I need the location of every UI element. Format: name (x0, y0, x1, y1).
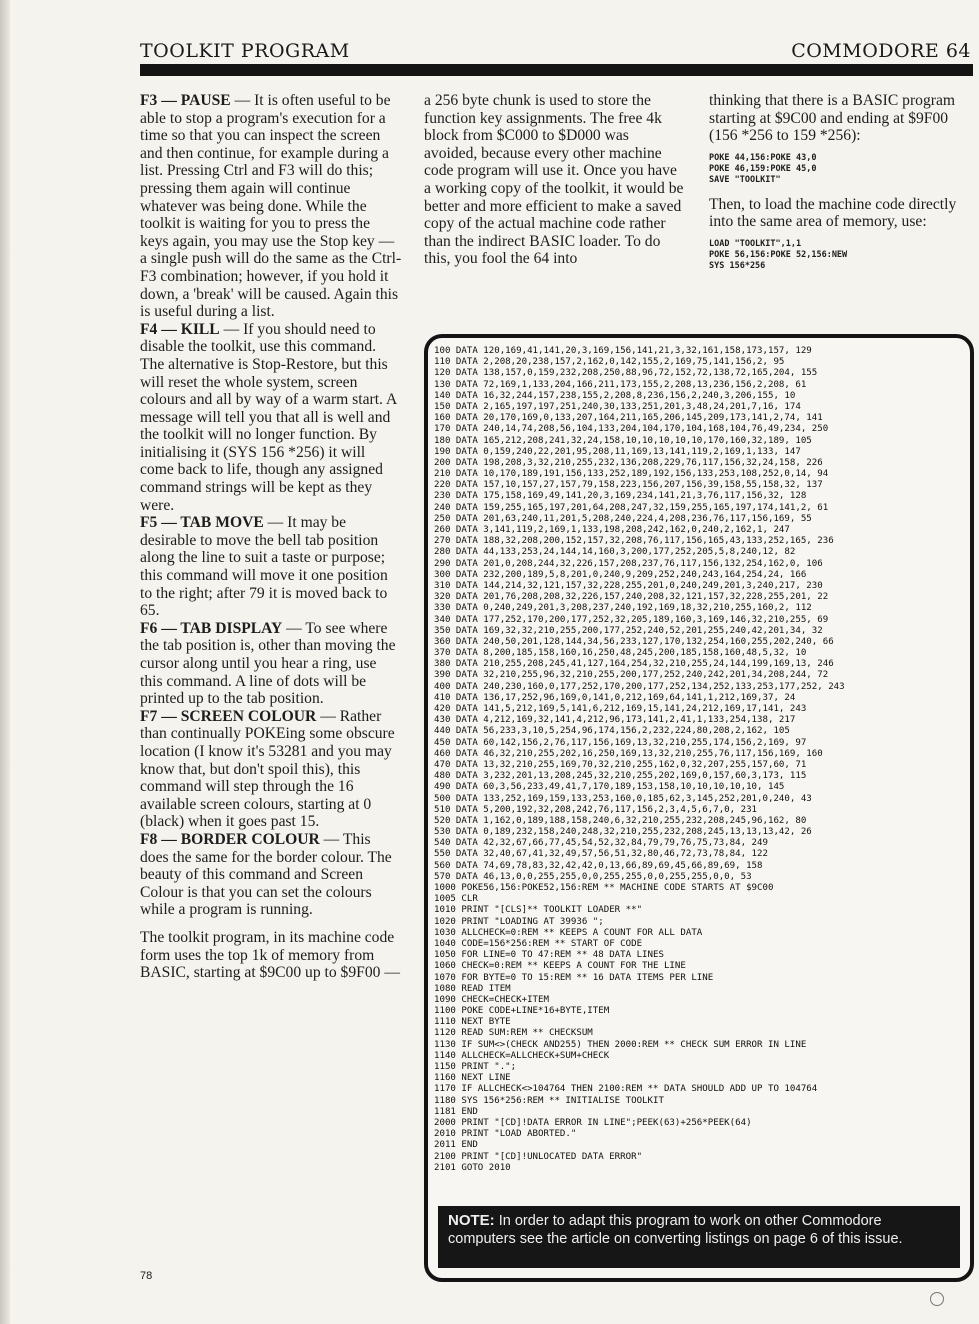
code-line: POKE 46,159:POKE 45,0 (709, 163, 817, 174)
listing-line: 1030 ALLCHECK=0:REM ** KEEPS A COUNT FOR ALL DATA (434, 927, 703, 938)
page-binding-shadow (0, 0, 10, 1324)
listing-line: 1010 PRINT "[CLS]** TOOLKIT LOADER **" (434, 905, 643, 916)
listing-line: 280 DATA 44,133,253,24,144,14,160,3,200,177,252,205,5,8,240,12, 82 (434, 547, 796, 558)
listing-line: 1180 SYS 156*256:REM ** INITIALISE TOOLKIT (434, 1095, 664, 1106)
paragraph-f5 (140, 514, 402, 620)
command-heading: F7 — SCREEN COLOUR (140, 707, 317, 725)
listing-line: 570 DATA 46,13,0,0,255,255,0,0,255,255,0,0,255,255,0,0, 53 (434, 871, 752, 882)
header-rule (140, 64, 973, 76)
listing-line: 100 DATA 120,169,41,141,20,3,169,156,141,21,3,32,161,158,173,157, 129 (434, 346, 812, 356)
paragraph-text: — If you should need to disable the toolkit, use this command. The alternative is Stop-Restore, but this will reset the whole system, screen colours and all by way of a warm start. A message will tell you that all is well and the toolkit will no longer function. By initialising it (SYS 156 *256) it will come back to life, though any assigned command strings will be kept as they were. (140, 320, 397, 514)
code-line: SYS 156*256 (709, 260, 766, 271)
listing-line: 430 DATA 4,212,169,32,141,4,212,96,173,141,2,41,1,133,254,138, 217 (434, 715, 796, 726)
program-listing (434, 346, 964, 1174)
listing-line: 410 DATA 136,17,252,96,169,0,141,0,212,169,64,141,1,212,169,37, 24 (434, 692, 796, 703)
listing-line: 390 DATA 32,210,255,96,32,210,255,200,177,252,240,242,201,34,208,244, 72 (434, 670, 829, 681)
listing-line: 230 DATA 175,158,169,49,141,20,3,169,234,141,21,3,76,117,156,32, 128 (434, 491, 807, 502)
listing-line: 1160 NEXT LINE (434, 1073, 511, 1084)
paragraph-toolkit-memory (140, 929, 402, 982)
paragraph-f6 (140, 620, 402, 708)
note-text: In order to adapt this program to work on other Commodore computers see the article on converting listings on page 6 of this issue. (448, 1213, 903, 1247)
listing-line: 1090 CHECK=CHECK+ITEM (434, 994, 549, 1005)
listing-line: 1170 IF ALLCHECK<>104764 THEN 2100:REM ** DATA SHOULD ADD UP TO 104764 (434, 1084, 818, 1095)
listing-line: 160 DATA 20,170,169,0,133,207,164,211,165,206,145,209,173,141,2,74, 141 (434, 413, 823, 424)
article-column-1 (140, 92, 402, 982)
paragraph-f7 (140, 708, 402, 831)
listing-line: 480 DATA 3,232,201,13,208,245,32,210,255,202,169,0,157,60,3,173, 115 (434, 771, 807, 782)
listing-line: 1080 READ ITEM (434, 983, 511, 994)
listing-line: 130 DATA 72,169,1,133,204,166,211,173,155,2,208,13,236,156,2,208, 61 (434, 379, 807, 390)
listing-line: 500 DATA 133,252,169,159,133,253,160,0,185,62,3,145,252,201,0,240, 43 (434, 793, 812, 804)
listing-line: 240 DATA 159,255,165,197,201,64,208,247,32,159,255,165,197,174,141,2, 61 (434, 502, 829, 513)
listing-line: 110 DATA 2,208,20,238,157,2,162,0,142,155,2,169,75,141,156,2, 95 (434, 357, 785, 368)
listing-line: 420 DATA 141,5,212,169,5,141,6,212,169,15,141,24,212,169,17,141, 243 (434, 704, 807, 714)
listing-line: 320 DATA 201,76,208,208,32,226,157,240,208,32,121,157,32,228,255,201, 22 (434, 592, 829, 603)
listing-line: 2011 END (434, 1140, 478, 1151)
listing-line: 370 DATA 8,200,185,158,160,16,250,48,245,200,185,158,160,48,5,32, 10 (434, 648, 807, 659)
paragraph-text: a 256 byte chunk is used to store the function key assignments. The free 4k block from $C000 to $D000 was avoided, because every other machine code program will use it. Once you have a working copy of the toolkit, it would be better and more efficient to make a saved copy of the actual machine code rather than the indirect BASIC loader. To do this, you fool the 64 into (424, 92, 684, 268)
listing-line: 1005 CLR (434, 894, 478, 905)
load-commands (709, 239, 971, 272)
listing-line: 2000 PRINT "[CD]!DATA ERROR IN LINE";PEEK(63)+256*PEEK(64) (434, 1117, 752, 1128)
header-title-right: COMMODORE 64 (791, 40, 971, 62)
article-column-3 (709, 92, 971, 282)
code-line: LOAD "TOOLKIT",1,1 (709, 238, 802, 249)
paragraph-text: — Rather than continually POKEing some obscure location (I know it's 53281 and you may know that, but don't spoil this), this command will step through the 16 available screen colours, starting at 0 (black) when it goes past 15. (140, 707, 395, 831)
listing-line: 190 DATA 0,159,240,22,201,95,208,11,169,13,141,119,2,169,1,133, 147 (434, 446, 801, 457)
listing-line: 300 DATA 232,200,189,5,8,201,0,240,9,209,252,240,243,164,254,24, 166 (434, 569, 807, 580)
command-heading: F4 — KILL (140, 320, 220, 338)
listing-line: 1020 PRINT "LOADING AT 39936 "; (434, 916, 604, 927)
paragraph-text: — It is often useful to be able to stop a program's execution for a time so that you can inspect the screen and then continue, for example during a list. Pressing Ctrl and F3 will do this; pressing them again will continue whatever was being done. While the toolkit is waiting for you to press the keys again, you may use the Stop key — a single push will do the same as the Ctrl-F3 combination; however, if you hold it down, a 'break' will be caused. Again this is useful during a list. (140, 92, 402, 321)
listing-line: 140 DATA 16,32,244,157,238,155,2,208,8,236,156,2,240,3,206,155, 10 (434, 390, 796, 401)
listing-line: 510 DATA 5,200,192,32,208,242,76,117,156,2,3,4,5,6,7,0, 231 (434, 804, 758, 815)
listing-line: 1181 END (434, 1106, 478, 1117)
listing-line: 270 DATA 188,32,208,200,152,157,32,208,76,117,156,165,43,133,252,165, 236 (434, 536, 834, 547)
listing-line: 310 DATA 144,214,32,121,157,32,228,255,201,0,240,249,201,3,240,217, 230 (434, 580, 823, 591)
listing-line: 1120 READ SUM:REM ** CHECKSUM (434, 1028, 593, 1039)
listing-line: 540 DATA 42,32,67,66,77,45,54,52,32,84,79,79,76,75,73,84, 249 (434, 838, 768, 849)
circle-mark-icon (930, 1292, 944, 1306)
listing-line: 1140 ALLCHECK=ALLCHECK+SUM+CHECK (434, 1050, 610, 1061)
listing-line: 2101 GOTO 2010 (434, 1162, 511, 1173)
listing-line: 1110 NEXT BYTE (434, 1017, 511, 1028)
paragraph-text: — This does the same for the border colour. The beauty of this command and Screen Colour is that you can set the colours while a program is running. (140, 830, 392, 919)
program-listing-box (424, 334, 974, 1282)
listing-line: 490 DATA 60,3,56,233,49,41,7,170,189,153,158,10,10,10,10,10, 145 (434, 782, 785, 793)
listing-line: 450 DATA 60,142,156,2,76,117,156,169,13,32,210,255,174,156,2,169, 97 (434, 737, 807, 748)
listing-line: 380 DATA 210,255,208,245,41,127,164,254,32,210,255,24,144,199,169,13, 246 (434, 659, 834, 670)
paragraph-text: thinking that there is a BASIC program starting at $9C00 and ending at $9F00 (156 *256 to 159 *256): (709, 92, 955, 145)
paragraph-text: Then, to load the machine code directly into the same area of memory, use: (709, 195, 957, 231)
command-heading: F6 — TAB DISPLAY (140, 619, 283, 637)
listing-line: 1040 CODE=156*256:REM ** START OF CODE (434, 938, 643, 949)
listing-line: 330 DATA 0,240,249,201,3,208,237,240,192,169,18,32,210,255,160,2, 112 (434, 603, 812, 614)
paragraph-f3 (140, 92, 402, 321)
listing-line: 260 DATA 3,141,119,2,169,1,133,198,208,242,162,0,240,2,162,1, 247 (434, 525, 790, 535)
header-title-left: TOOLKIT PROGRAM (140, 40, 350, 62)
listing-line: 200 DATA 198,208,3,32,210,255,232,136,208,229,76,117,156,32,24,158, 226 (434, 457, 823, 468)
listing-line: 1100 POKE CODE+LINE*16+BYTE,ITEM (434, 1006, 610, 1017)
listing-line: 1000 POKE56,156:POKE52,156:REM ** MACHINE CODE STARTS AT $9C00 (434, 883, 774, 893)
listing-line: 470 DATA 13,32,210,255,169,70,32,210,255,162,0,32,207,255,157,60, 71 (434, 759, 807, 770)
listing-line: 210 DATA 10,170,189,191,156,133,252,189,192,156,133,253,108,252,0,14, 94 (434, 469, 829, 480)
listing-line: 220 DATA 157,10,157,27,157,79,158,223,156,207,156,39,158,55,158,32, 137 (434, 480, 823, 491)
listing-line: 560 DATA 74,69,78,83,32,42,42,0,13,66,89,69,45,66,89,69, 158 (434, 860, 763, 871)
listing-line: 1150 PRINT "."; (434, 1062, 517, 1072)
command-heading: F5 — TAB MOVE (140, 514, 264, 532)
paragraph-text: — To see where the tab position is, other than moving the cursor along until you hear a ring, use this command. A line of dots will be printed up to the tab position. (140, 619, 396, 708)
listing-line: 1050 FOR LINE=0 TO 47:REM ** 48 DATA LINES (434, 950, 664, 961)
paragraph-text: The toolkit program, in its machine code form uses the top 1k of memory from BASIC, starting at $9C00 up to $9F00 — (140, 928, 400, 982)
listing-line: 340 DATA 177,252,170,200,177,252,32,205,189,160,3,169,146,32,210,255, 69 (434, 614, 829, 625)
listing-line: 180 DATA 165,212,208,241,32,24,158,10,10,10,10,10,170,160,32,189, 105 (434, 435, 812, 446)
listing-line: 150 DATA 2,165,197,197,251,240,30,133,251,201,3,48,24,201,7,16, 174 (434, 401, 801, 412)
listing-line: 460 DATA 46,32,210,255,202,16,250,169,13,32,210,255,76,117,156,169, 160 (434, 748, 823, 759)
code-line: POKE 44,156:POKE 43,0 (709, 152, 817, 163)
listing-line: 1060 CHECK=0:REM ** KEEPS A COUNT FOR THE LINE (434, 961, 686, 972)
listing-line: 550 DATA 32,40,67,41,32,49,57,56,51,32,80,46,72,73,78,84, 122 (434, 849, 768, 860)
listing-line: 350 DATA 169,32,32,210,255,200,177,252,240,52,201,255,240,42,201,34, 32 (434, 625, 823, 636)
listing-line: 170 DATA 240,14,74,208,56,104,133,204,104,170,104,168,104,76,49,234, 250 (434, 424, 829, 435)
note-label: NOTE: (448, 1212, 495, 1229)
listing-line: 120 DATA 138,157,0,159,232,208,250,88,96,72,152,72,138,72,165,204, 155 (434, 368, 818, 379)
save-commands (709, 153, 971, 186)
page-number: 78 (140, 1270, 153, 1282)
paragraph-text: — It may be desirable to move the bell tab position along the line to suit a taste or purpose; this command will move it one position to the right; after 79 it is moved back to 65. (140, 514, 388, 620)
listing-line: 360 DATA 240,50,201,128,144,34,56,233,127,170,132,254,160,255,202,240, 66 (434, 636, 834, 647)
listing-line: 1070 FOR BYTE=0 TO 15:REM ** 16 DATA ITEMS PER LINE (434, 972, 714, 983)
listing-line: 440 DATA 56,233,3,10,5,254,96,174,156,2,232,224,80,208,2,162, 105 (434, 726, 790, 737)
paragraph-f4 (140, 321, 402, 515)
listing-line: 520 DATA 1,162,0,189,188,158,240,6,32,210,255,232,208,245,96,162, 80 (434, 815, 807, 826)
listing-line: 2100 PRINT "[CD]!UNLOCATED DATA ERROR" (434, 1151, 643, 1162)
command-heading: F8 — BORDER COLOUR (140, 830, 320, 848)
code-line: SAVE "TOOLKIT" (709, 174, 781, 185)
listing-line: 2010 PRINT "LOAD ABORTED." (434, 1129, 577, 1140)
listing-line: 530 DATA 0,189,232,158,240,248,32,210,255,232,208,245,13,13,13,42, 26 (434, 827, 812, 838)
paragraph-f8 (140, 831, 402, 919)
listing-line: 290 DATA 201,0,208,244,32,226,157,208,237,76,117,156,132,254,162,0, 106 (434, 558, 823, 569)
listing-line: 1130 IF SUM<>(CHECK AND255) THEN 2000:REM ** CHECK SUM ERROR IN LINE (434, 1039, 807, 1050)
article-column-2 (424, 92, 686, 268)
note-box (438, 1206, 960, 1268)
code-line: POKE 56,156:POKE 52,156:NEW (709, 249, 848, 260)
listing-line: 400 DATA 240,230,160,0,177,252,170,200,177,252,134,252,133,253,177,252, 243 (434, 681, 845, 692)
command-heading: F3 — PAUSE (140, 92, 231, 109)
listing-line: 250 DATA 201,63,240,11,201,5,208,240,224,4,208,236,76,117,156,169, 55 (434, 513, 812, 524)
